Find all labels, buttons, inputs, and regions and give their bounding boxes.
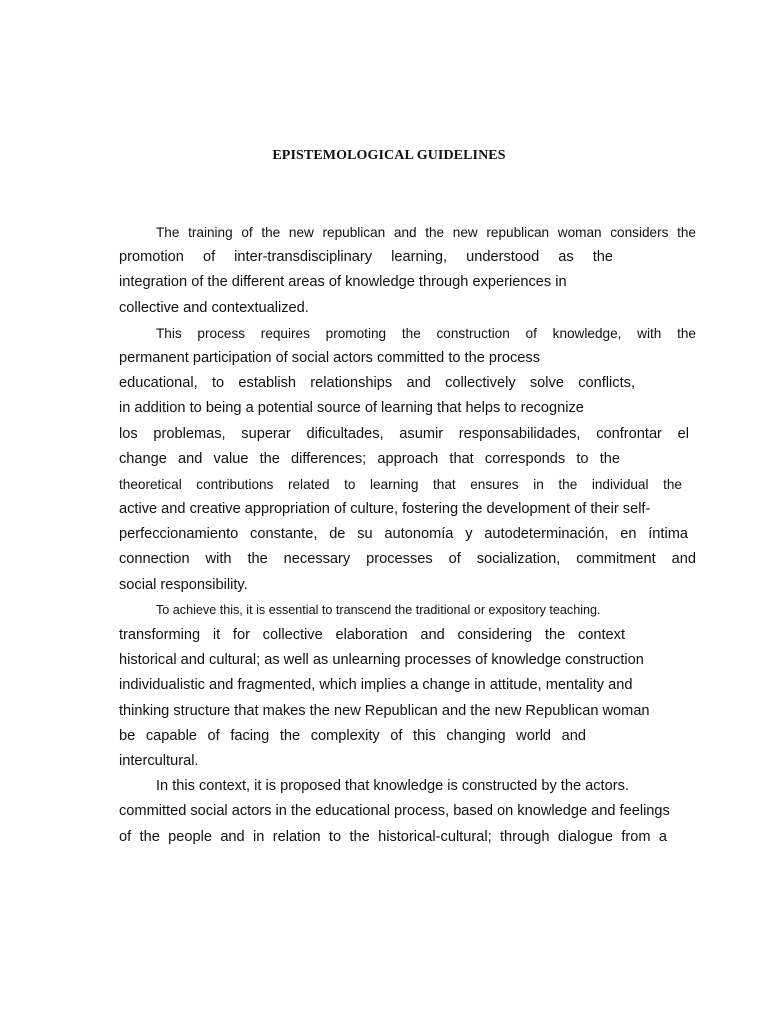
text-line: individualistic and fragmented, which implies a change in attitude, mentality and [119, 677, 633, 694]
text-line: thinking structure that makes the new Republican and the new Republican woman [119, 702, 650, 719]
text-line: This process requires promoting the construction of knowledge, with the [156, 325, 696, 341]
text-line: active and creative appropriation of culture, fostering the development of their self- [119, 501, 651, 518]
text-line: educational, to establish relationships and collectively solve conflicts, [119, 375, 635, 392]
text-line: in addition to being a potential source of learning that helps to recognize [119, 400, 584, 417]
text-line: transforming it for collective elaboration and considering the context [119, 627, 625, 643]
text-line: theoretical contributions related to learning that ensures in the individual the [119, 476, 682, 492]
text-line: intercultural. [119, 752, 199, 769]
text-line: promotion of inter-transdisciplinary learning, understood as the [119, 249, 613, 266]
text-line: permanent participation of social actors committed to the process [119, 349, 540, 366]
text-line: perfeccionamiento constante, de su autonomía y autodeterminación, en íntima [119, 526, 688, 543]
text-line: of the people and in relation to the historical-cultural; through dialogue from a [119, 828, 667, 845]
text-line: committed social actors in the educational process, based on knowledge and feelings [119, 803, 670, 820]
text-line: collective and contextualized. [119, 299, 309, 316]
text-line: connection with the necessary processes of socialization, commitment and [119, 551, 696, 568]
text-line: los problemas, superar dificultades, asumir responsabilidades, confrontar el [119, 425, 689, 442]
document-body [119, 220, 696, 850]
text-line: In this context, it is proposed that knowledge is constructed by the actors. [156, 778, 629, 795]
text-line: historical and cultural; as well as unlearning processes of knowledge construction [119, 652, 644, 669]
document-title: EPISTEMOLOGICAL GUIDELINES [272, 148, 506, 163]
text-line: To achieve this, it is essential to transcend the traditional or expository teaching. [156, 602, 601, 617]
text-line: be capable of facing the complexity of this changing world and [119, 727, 586, 744]
text-line: The training of the new republican and the new republican woman considers the [156, 225, 696, 240]
text-line: social responsibility. [119, 576, 248, 593]
text-line: integration of the different areas of knowledge through experiences in [119, 274, 567, 291]
text-line: change and value the differences; approach that corresponds to the [119, 450, 620, 467]
